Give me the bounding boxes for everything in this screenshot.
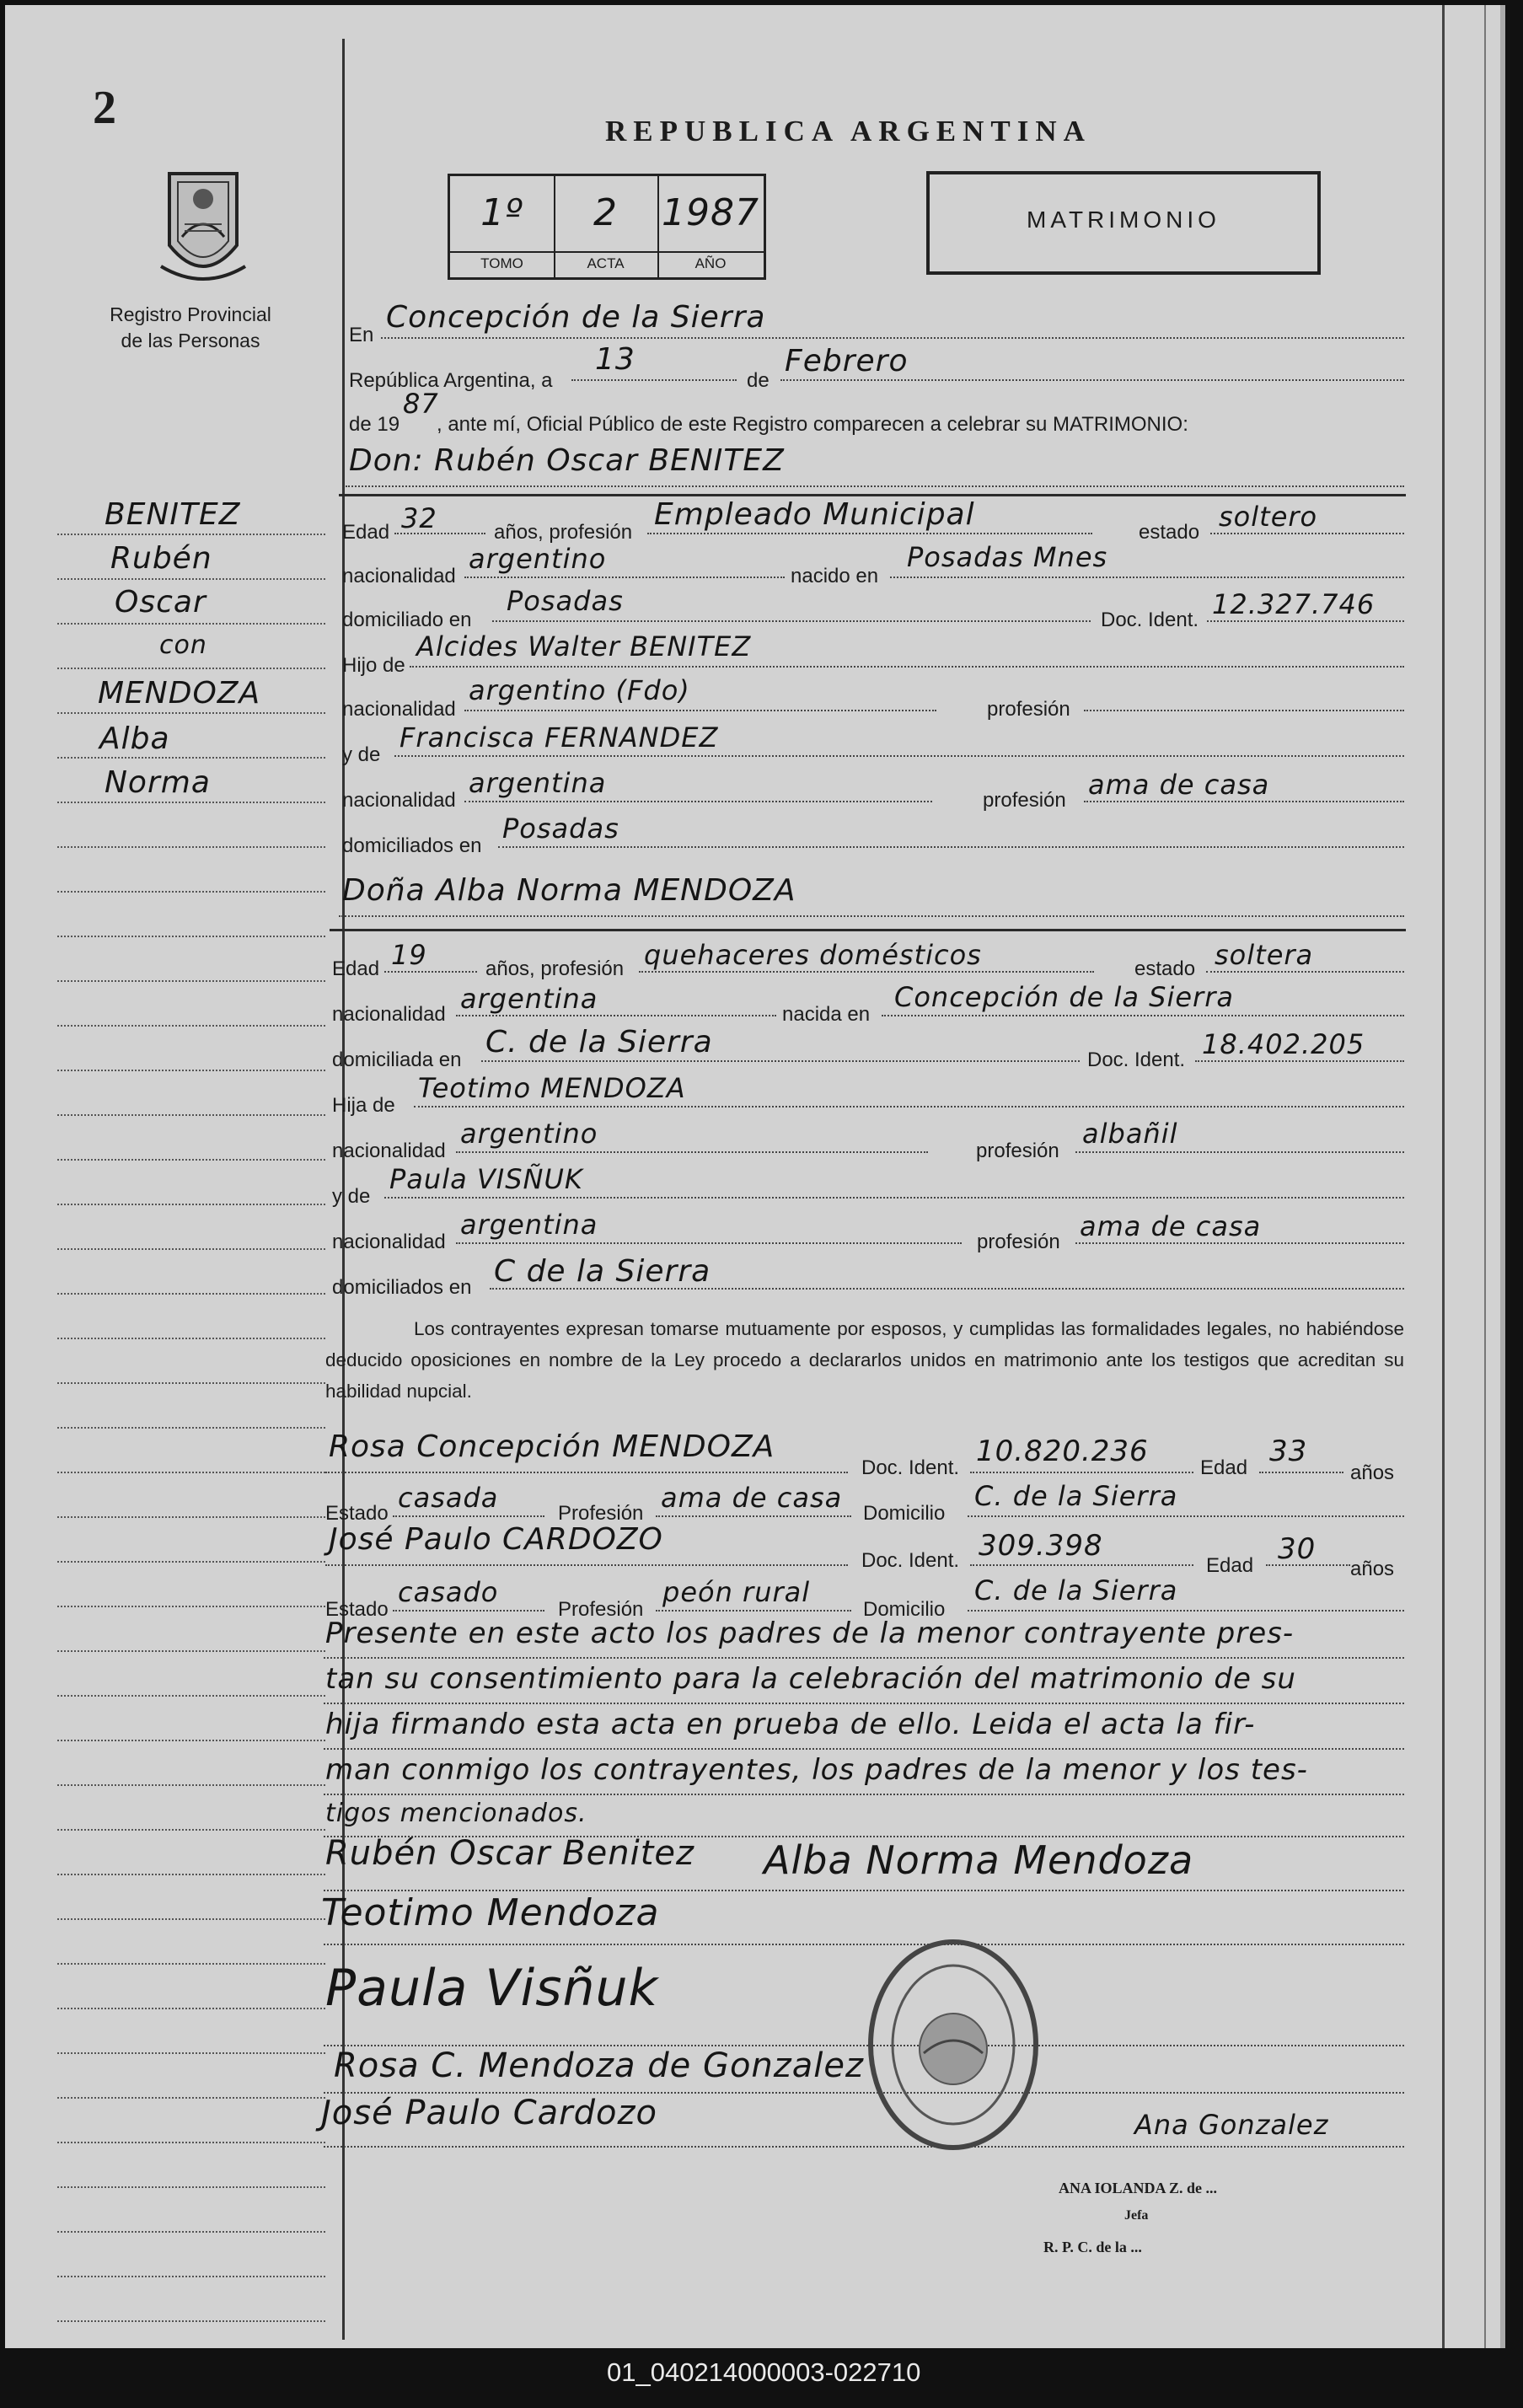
intro-text: , ante mí, Oficial Público de este Registro comparecen a celebrar su MATRIMONIO: (437, 413, 1188, 436)
profesion-label: años, profesión (485, 957, 625, 980)
tomo-cell (450, 176, 555, 277)
doc-label: Doc. Ident. (861, 1456, 960, 1479)
margin-name: Norma (105, 765, 211, 800)
provincial-seal-icon (153, 165, 254, 292)
registry-title (89, 302, 292, 354)
note-line: man conmigo los contrayentes, los padres de la menor y los tes- (325, 1753, 1308, 1787)
profesion-label: profesión (977, 1231, 1060, 1253)
en-label: En (349, 324, 374, 346)
margin-name: BENITEZ (105, 497, 241, 532)
signature: Paula Visñuk (325, 1959, 659, 2018)
estado-label: Estado (325, 1598, 389, 1621)
witness-1-age: 33 (1269, 1435, 1308, 1468)
doc-label: Doc. Ident. (1101, 609, 1199, 631)
nacionalidad-label: nacionalidad (342, 565, 456, 587)
groom-doc: 12.327.746 (1212, 588, 1376, 620)
official-name: ANA IOLANDA Z. de ... (1059, 2180, 1218, 2196)
declaration-body: Los contrayentes expresan tomarse mutuamente por esposos, y cumplidas las formalidades legales, no habiéndose deducido oposiciones en nombre de la Ley procedo a declararlos unidos en matrimonio ante los testigos que acreditan su habilidad nupcial. (325, 1318, 1404, 1402)
estado-label: estado (1139, 521, 1200, 544)
signature: Ana Gonzalez (1134, 2109, 1329, 2141)
nacionalidad-label: nacionalidad (332, 1003, 446, 1026)
bride-residence: C. de la Sierra (485, 1025, 713, 1059)
y-de-label: y de (332, 1185, 371, 1208)
declaration-text (325, 1313, 1404, 1407)
tomo-value: 1º (480, 191, 523, 234)
edad-label: Edad (342, 521, 390, 544)
act-type: MATRIMONIO (1027, 206, 1220, 233)
profesion-label: profesión (983, 789, 1066, 812)
anio-label: AÑO (657, 251, 764, 272)
margin-name: con (159, 630, 207, 660)
bride-father: Teotimo MENDOZA (418, 1072, 686, 1104)
nacido-label: nacido en (791, 565, 879, 587)
groom-father-nationality: argentino (Fdo) (469, 674, 690, 706)
bride-mother-profession: ama de casa (1080, 1210, 1262, 1242)
bride-profession: quehaceres domésticos (644, 939, 982, 971)
groom-residence: Posadas (507, 585, 624, 617)
profesion-label: Profesión (558, 1598, 644, 1621)
witness-1-status: casada (398, 1482, 499, 1514)
note-line: hija firmando esta acta en prueba de ello. Leida el acta la fir- (325, 1708, 1256, 1741)
registry-stamp-icon (865, 1935, 1042, 2154)
republica-label: República Argentina, a (349, 369, 553, 392)
profesion-label: años, profesión (494, 521, 633, 544)
page-number: 2 (93, 82, 116, 134)
groom-name: Don: Rubén Oscar BENITEZ (349, 443, 785, 478)
edad-label: Edad (332, 957, 380, 980)
official-role: Jefa (1124, 2208, 1149, 2223)
witness-1-doc: 10.820.236 (976, 1435, 1149, 1468)
margin-name: Alba (99, 721, 170, 756)
groom-father: Alcides Walter BENITEZ (416, 630, 752, 662)
witness-2-profession: peón rural (662, 1576, 811, 1608)
groom-mother-nationality: argentina (469, 767, 607, 799)
witness-2-status: casado (398, 1576, 499, 1608)
estado-label: Estado (325, 1502, 389, 1525)
binding-edge-outer (1484, 5, 1486, 2348)
act-type-box (926, 171, 1321, 275)
anio-cell (657, 176, 764, 277)
groom-nationality: argentino (469, 543, 607, 575)
acta-cell (554, 176, 659, 277)
groom-mother: Francisca FERNANDEZ (400, 721, 719, 754)
nacionalidad-label: nacionalidad (332, 1140, 446, 1162)
act-year: 87 (403, 388, 439, 420)
reference-box (448, 174, 766, 280)
groom-age: 32 (401, 502, 437, 534)
estado-label: estado (1134, 957, 1196, 980)
nacida-label: nacida en (782, 1003, 871, 1026)
domiciliados-label: domiciliados en (332, 1276, 472, 1299)
bride-name: Doña Alba Norma MENDOZA (342, 873, 796, 908)
signature: José Paulo Cardozo (321, 2094, 657, 2132)
acta-value: 2 (593, 191, 618, 234)
margin-name: Rubén (110, 541, 212, 576)
domicilio-label: Domicilio (863, 1598, 946, 1621)
bride-father-nationality: argentino (460, 1118, 598, 1150)
binding-edge (1442, 5, 1445, 2348)
bride-father-profession: albañil (1082, 1118, 1178, 1150)
bride-nationality: argentina (460, 983, 598, 1015)
groom-birthplace: Posadas Mnes (907, 541, 1108, 573)
registry-line-1: Registro Provincial (110, 303, 271, 325)
witness-2-residence: C. de la Sierra (974, 1574, 1178, 1606)
hijo-label: Hijo de (342, 654, 405, 677)
signature: Alba Norma Mendoza (764, 1837, 1194, 1883)
margin-name: MENDOZA (98, 676, 261, 711)
domiciliados-label: domiciliados en (342, 834, 482, 857)
bride-birthplace: Concepción de la Sierra (894, 981, 1234, 1013)
y-de-label: y de (342, 743, 381, 766)
year-prefix: de 19 (349, 413, 400, 436)
groom-mother-profession: ama de casa (1088, 769, 1270, 801)
hija-label: Hija de (332, 1094, 395, 1117)
acta-label: ACTA (554, 251, 657, 272)
witness-2-age: 30 (1278, 1532, 1317, 1566)
doc-label: Doc. Ident. (1087, 1048, 1186, 1071)
witness-2-doc: 309.398 (979, 1529, 1103, 1563)
bride-doc: 18.402.205 (1202, 1028, 1365, 1060)
bride-mother: Paula VISÑUK (389, 1163, 583, 1195)
witness-2-name: José Paulo CARDOZO (329, 1522, 663, 1557)
groom-status: soltero (1219, 501, 1318, 533)
scan-identifier: 01_040214000003-022710 (607, 2357, 921, 2387)
de-label: de (747, 369, 770, 392)
registry-line-2: de las Personas (121, 330, 260, 351)
domicilio-label: Domicilio (863, 1502, 946, 1525)
doc-label: Doc. Ident. (861, 1549, 960, 1572)
nacionalidad-label: nacionalidad (332, 1231, 446, 1253)
margin-name: Oscar (115, 585, 206, 619)
witness-1-profession: ama de casa (661, 1482, 843, 1514)
tomo-label: TOMO (450, 251, 554, 272)
groom-parents-residence: Posadas (502, 812, 619, 845)
signature: Teotimo Mendoza (321, 1891, 660, 1934)
signature: Rosa C. Mendoza de Gonzalez (334, 2046, 865, 2085)
anio-value: 1987 (662, 191, 759, 234)
witness-1-name: Rosa Concepción MENDOZA (329, 1429, 775, 1464)
note-line: tan su consentimiento para la celebración del matrimonio de su (325, 1662, 1296, 1696)
groom-profession: Empleado Municipal (654, 497, 975, 532)
country-heading: REPUBLICA ARGENTINA (605, 115, 1091, 147)
edad-label: Edad (1200, 1456, 1248, 1479)
bride-parents-residence: C de la Sierra (494, 1254, 711, 1289)
act-day: 13 (595, 342, 635, 377)
bride-status: soltera (1215, 939, 1314, 971)
act-place: Concepción de la Sierra (386, 300, 766, 335)
bride-mother-nationality: argentina (460, 1209, 598, 1241)
anos-label: años (1350, 1558, 1395, 1580)
domiciliada-label: domiciliada en (332, 1048, 462, 1071)
nacionalidad-label: nacionalidad (342, 698, 456, 721)
profesion-label: profesión (976, 1140, 1059, 1162)
domiciliado-label: domiciliado en (342, 609, 472, 631)
edad-label: Edad (1206, 1554, 1254, 1577)
note-line: Presente en este acto los padres de la menor contrayente pres- (325, 1617, 1295, 1650)
document-page (5, 5, 1505, 2348)
signature: Rubén Oscar Benitez (325, 1834, 695, 1873)
witness-1-residence: C. de la Sierra (974, 1480, 1178, 1512)
profesion-label: Profesión (558, 1502, 644, 1525)
profesion-label: profesión (987, 698, 1070, 721)
bride-age: 19 (391, 939, 427, 971)
note-line: tigos mencionados. (325, 1799, 587, 1828)
nacionalidad-label: nacionalidad (342, 789, 456, 812)
anos-label: años (1350, 1461, 1395, 1484)
official-office: R. P. C. de la ... (1043, 2239, 1142, 2255)
act-month: Febrero (785, 344, 909, 378)
